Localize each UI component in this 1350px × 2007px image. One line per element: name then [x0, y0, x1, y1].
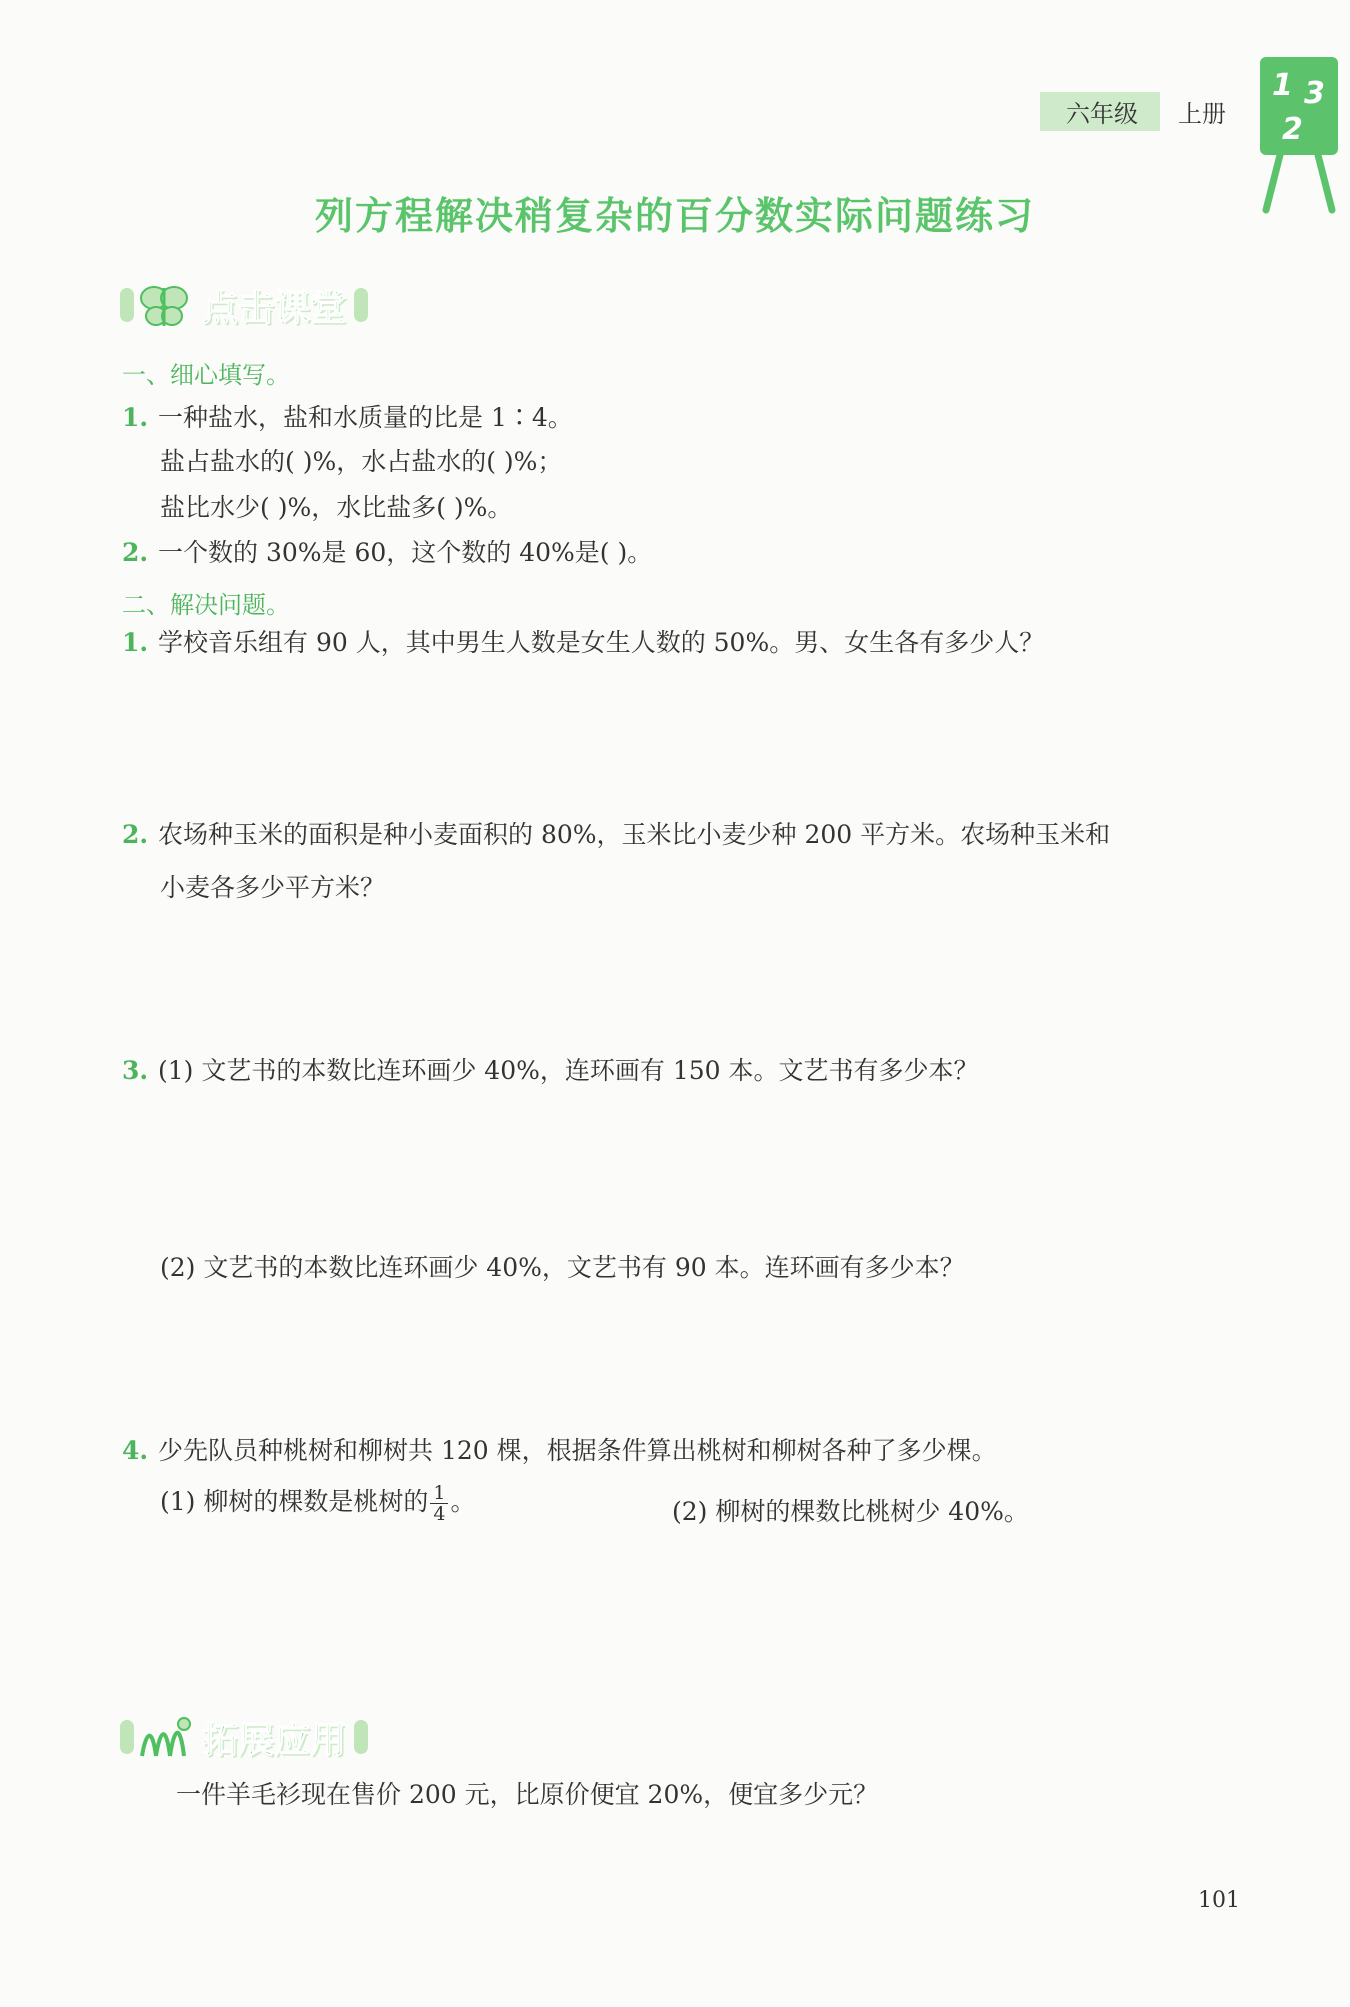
page-title: 列方程解决稍复杂的百分数实际问题练习 — [314, 194, 1035, 238]
banner-right-cap — [354, 288, 368, 322]
board-digit-3: 2 — [1282, 112, 1303, 147]
banner-left-cap — [120, 1720, 134, 1754]
board-digit-1: 1 — [1272, 68, 1293, 103]
solve-question-2 — [122, 812, 1110, 858]
question-text: (1) 文艺书的本数比连环画少 40%，连环画有 150 本。文艺书有多少本？ — [158, 1056, 979, 1085]
caterpillar-icon — [134, 1712, 194, 1762]
volume-text: 上册 — [1178, 99, 1226, 128]
banner-right-cap — [354, 1720, 368, 1754]
fraction-numerator: 1 — [430, 1483, 448, 1504]
question-text: 一种盐水，盐和水质量的比是 1∶4。 — [158, 403, 573, 432]
question-number: 1. — [122, 403, 149, 432]
fraction-one-quarter — [430, 1483, 448, 1524]
cond1-text: (1) 柳树的棵数是桃树的 — [160, 1487, 429, 1516]
question-number: 4. — [122, 1436, 149, 1465]
solve-question-3 — [122, 1048, 979, 1094]
solve-question-2-line2: 小麦各多少平方米？ — [160, 873, 386, 902]
grade-label — [1040, 94, 1226, 128]
cond1-end: 。 — [450, 1487, 476, 1516]
banner-title: 点击课堂 — [202, 287, 347, 329]
solve-question-3-part2: (2) 文艺书的本数比连环画少 40%，文艺书有 90 本。连环画有多少本？ — [160, 1253, 965, 1282]
board-digit-2: 3 — [1304, 76, 1325, 111]
butterfly-icon — [134, 280, 194, 330]
solve-question-4-cond2: (2) 柳树的棵数比桃树少 40%。 — [672, 1497, 1029, 1526]
question-number: 1. — [122, 628, 149, 657]
solve-question-4-cond1 — [160, 1482, 475, 1524]
question-text: 一个数的 30%是 60，这个数的 40%是( )。 — [158, 538, 653, 567]
extension-question: 一件羊毛衫现在售价 200 元，比原价便宜 20%，便宜多少元？ — [176, 1780, 879, 1809]
fill-question-1 — [122, 395, 573, 441]
page-number: 101 — [1198, 1888, 1240, 1913]
part-heading-solve: 二、解决问题。 — [122, 591, 290, 619]
question-number: 2. — [122, 820, 149, 849]
fill-question-2 — [122, 530, 652, 576]
grade-text: 六年级 — [1040, 92, 1160, 131]
banner-title: 拓展应用 — [202, 1719, 347, 1761]
question-text: 学校音乐组有 90 人，其中男生人数是女生人数的 50%。男、女生各有多少人？ — [158, 628, 1045, 657]
fraction-denominator: 4 — [433, 1503, 446, 1525]
question-text: 少先队员种桃树和柳树共 120 棵，根据条件算出桃树和柳树各种了多少棵。 — [158, 1436, 997, 1465]
banner-left-cap — [120, 288, 134, 322]
fill-question-1-line2: 盐占盐水的( )%，水占盐水的( )%； — [160, 447, 563, 476]
solve-question-4 — [122, 1428, 997, 1474]
question-text: 农场种玉米的面积是种小麦面积的 80%，玉米比小麦少种 200 平方米。农场种玉米和 — [158, 820, 1111, 849]
question-number: 2. — [122, 538, 149, 567]
question-number: 3. — [122, 1056, 149, 1085]
part-heading-fill: 一、细心填写。 — [122, 361, 290, 389]
section-banner-extension — [120, 1712, 368, 1762]
solve-question-1 — [122, 620, 1044, 666]
section-banner-classroom — [120, 280, 368, 330]
fill-question-1-line3: 盐比水少( )%，水比盐多( )%。 — [160, 493, 513, 522]
